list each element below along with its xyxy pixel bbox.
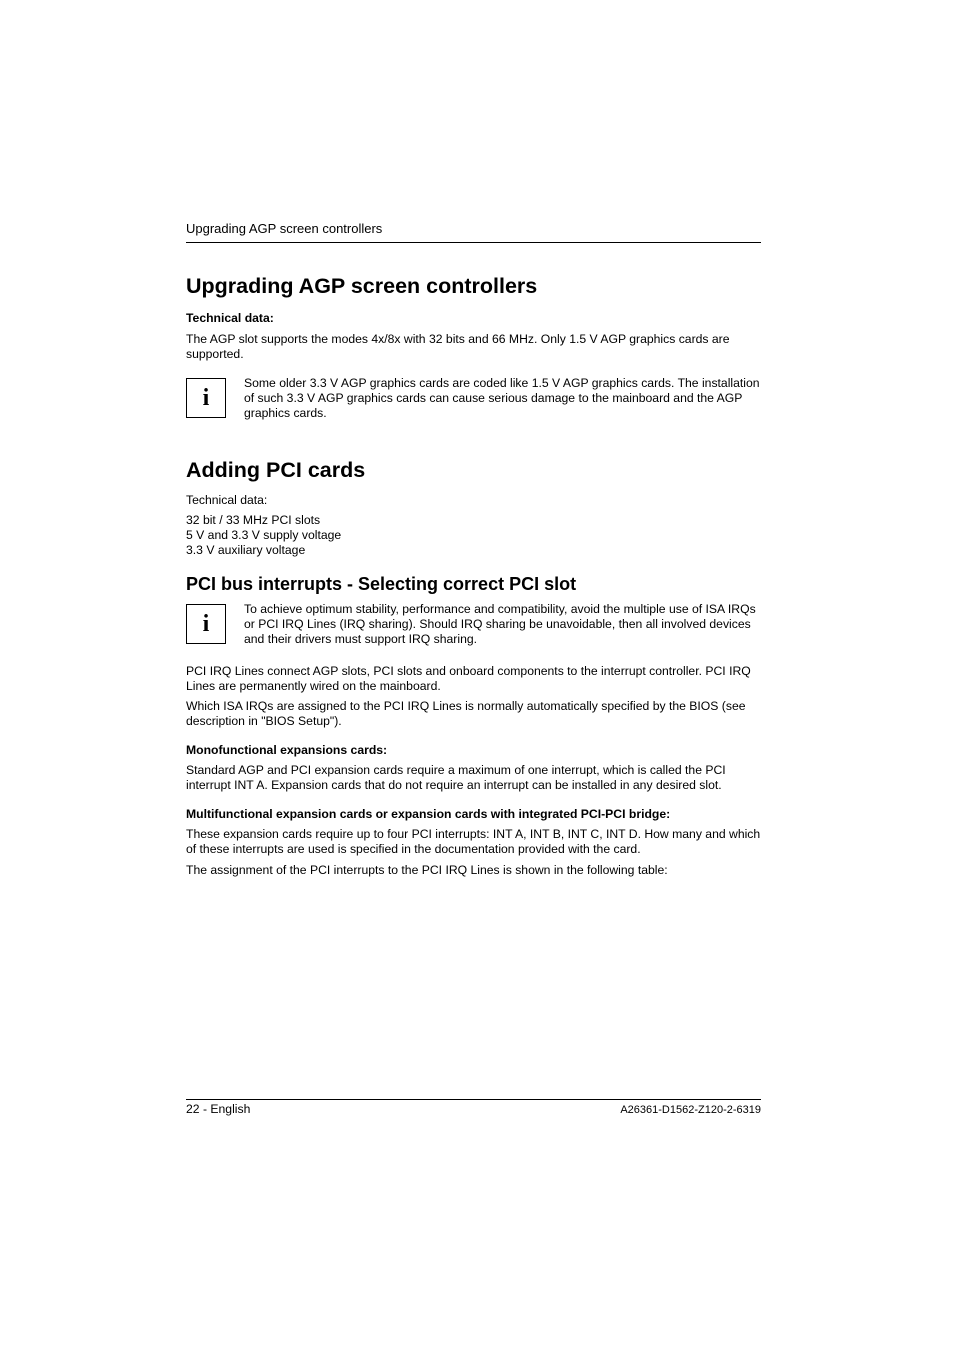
agp-tech-text: The AGP slot supports the modes 4x/8x with 32 bits and 66 MHz. Only 1.5 V AGP graphics cards are supported.: [186, 332, 730, 361]
note-agp: [186, 376, 761, 420]
running-header: Upgrading AGP screen controllers: [186, 220, 761, 243]
section-title-pci: Adding PCI cards: [186, 458, 366, 482]
irq-lines-paragraph: PCI IRQ Lines connect AGP slots, PCI slots and onboard components to the interrupt controller. PCI IRQ Lines are permanently wired on the mainboard.: [186, 664, 751, 693]
section-title-pci-interrupts: PCI bus interrupts - Selecting correct PCI slot: [186, 574, 577, 594]
section-title-agp: Upgrading AGP screen controllers: [186, 274, 538, 298]
info-icon: i: [186, 604, 226, 644]
pci-spec-item: 32 bit / 33 MHz PCI slots: [186, 513, 321, 527]
pci-spec-item: 5 V and 3.3 V supply voltage: [186, 528, 342, 542]
note-agp-text: Some older 3.3 V AGP graphics cards are coded like 1.5 V AGP graphics cards. The installation of such 3.3 V AGP graphics cards can cause serious damage to the mainboard and the AGP graphics cards.: [244, 376, 760, 420]
document-id: A26361-D1562-Z120-2-6319: [620, 1104, 761, 1116]
page-footer: [186, 1099, 761, 1118]
pci-spec-item: 3.3 V auxiliary voltage: [186, 543, 306, 557]
info-icon: i: [186, 378, 226, 418]
mono-text: Standard AGP and PCI expansion cards require a maximum of one interrupt, which is called the PCI interrupt INT A. Expansion cards that do not require an interrupt can be installed in any desired slot.: [186, 763, 726, 792]
tech-data-label: Technical data:: [186, 311, 274, 325]
multi-text: These expansion cards require up to four PCI interrupts: INT A, INT B, INT C, INT D. How many and which of these interrupts are used is specified in the documentation provided with the card.: [186, 827, 761, 856]
multi-label: Multifunctional expansion cards or expansion cards with integrated PCI-PCI bridge:: [186, 807, 671, 821]
isa-irq-paragraph: Which ISA IRQs are assigned to the PCI IRQ Lines is normally automatically specified by the BIOS (see description in "BIOS Setup").: [186, 699, 746, 728]
page-number: 22 - English: [186, 1102, 251, 1116]
note-irq-text: To achieve optimum stability, performance and compatibility, avoid the multiple use of ISA IRQs or PCI IRQ Lines (IRQ sharing). Should IRQ sharing be unavoidable, then all involved devices and their drivers must support IRQ sharing.: [244, 602, 756, 646]
page-content: [186, 272, 761, 878]
closing-paragraph: The assignment of the PCI interrupts to the PCI IRQ Lines is shown in the following table:: [186, 863, 668, 877]
mono-label: Monofunctional expansions cards:: [186, 743, 388, 757]
pci-tech-label: Technical data:: [186, 493, 268, 507]
pci-spec-list: [186, 513, 761, 558]
note-irq: [186, 602, 761, 646]
